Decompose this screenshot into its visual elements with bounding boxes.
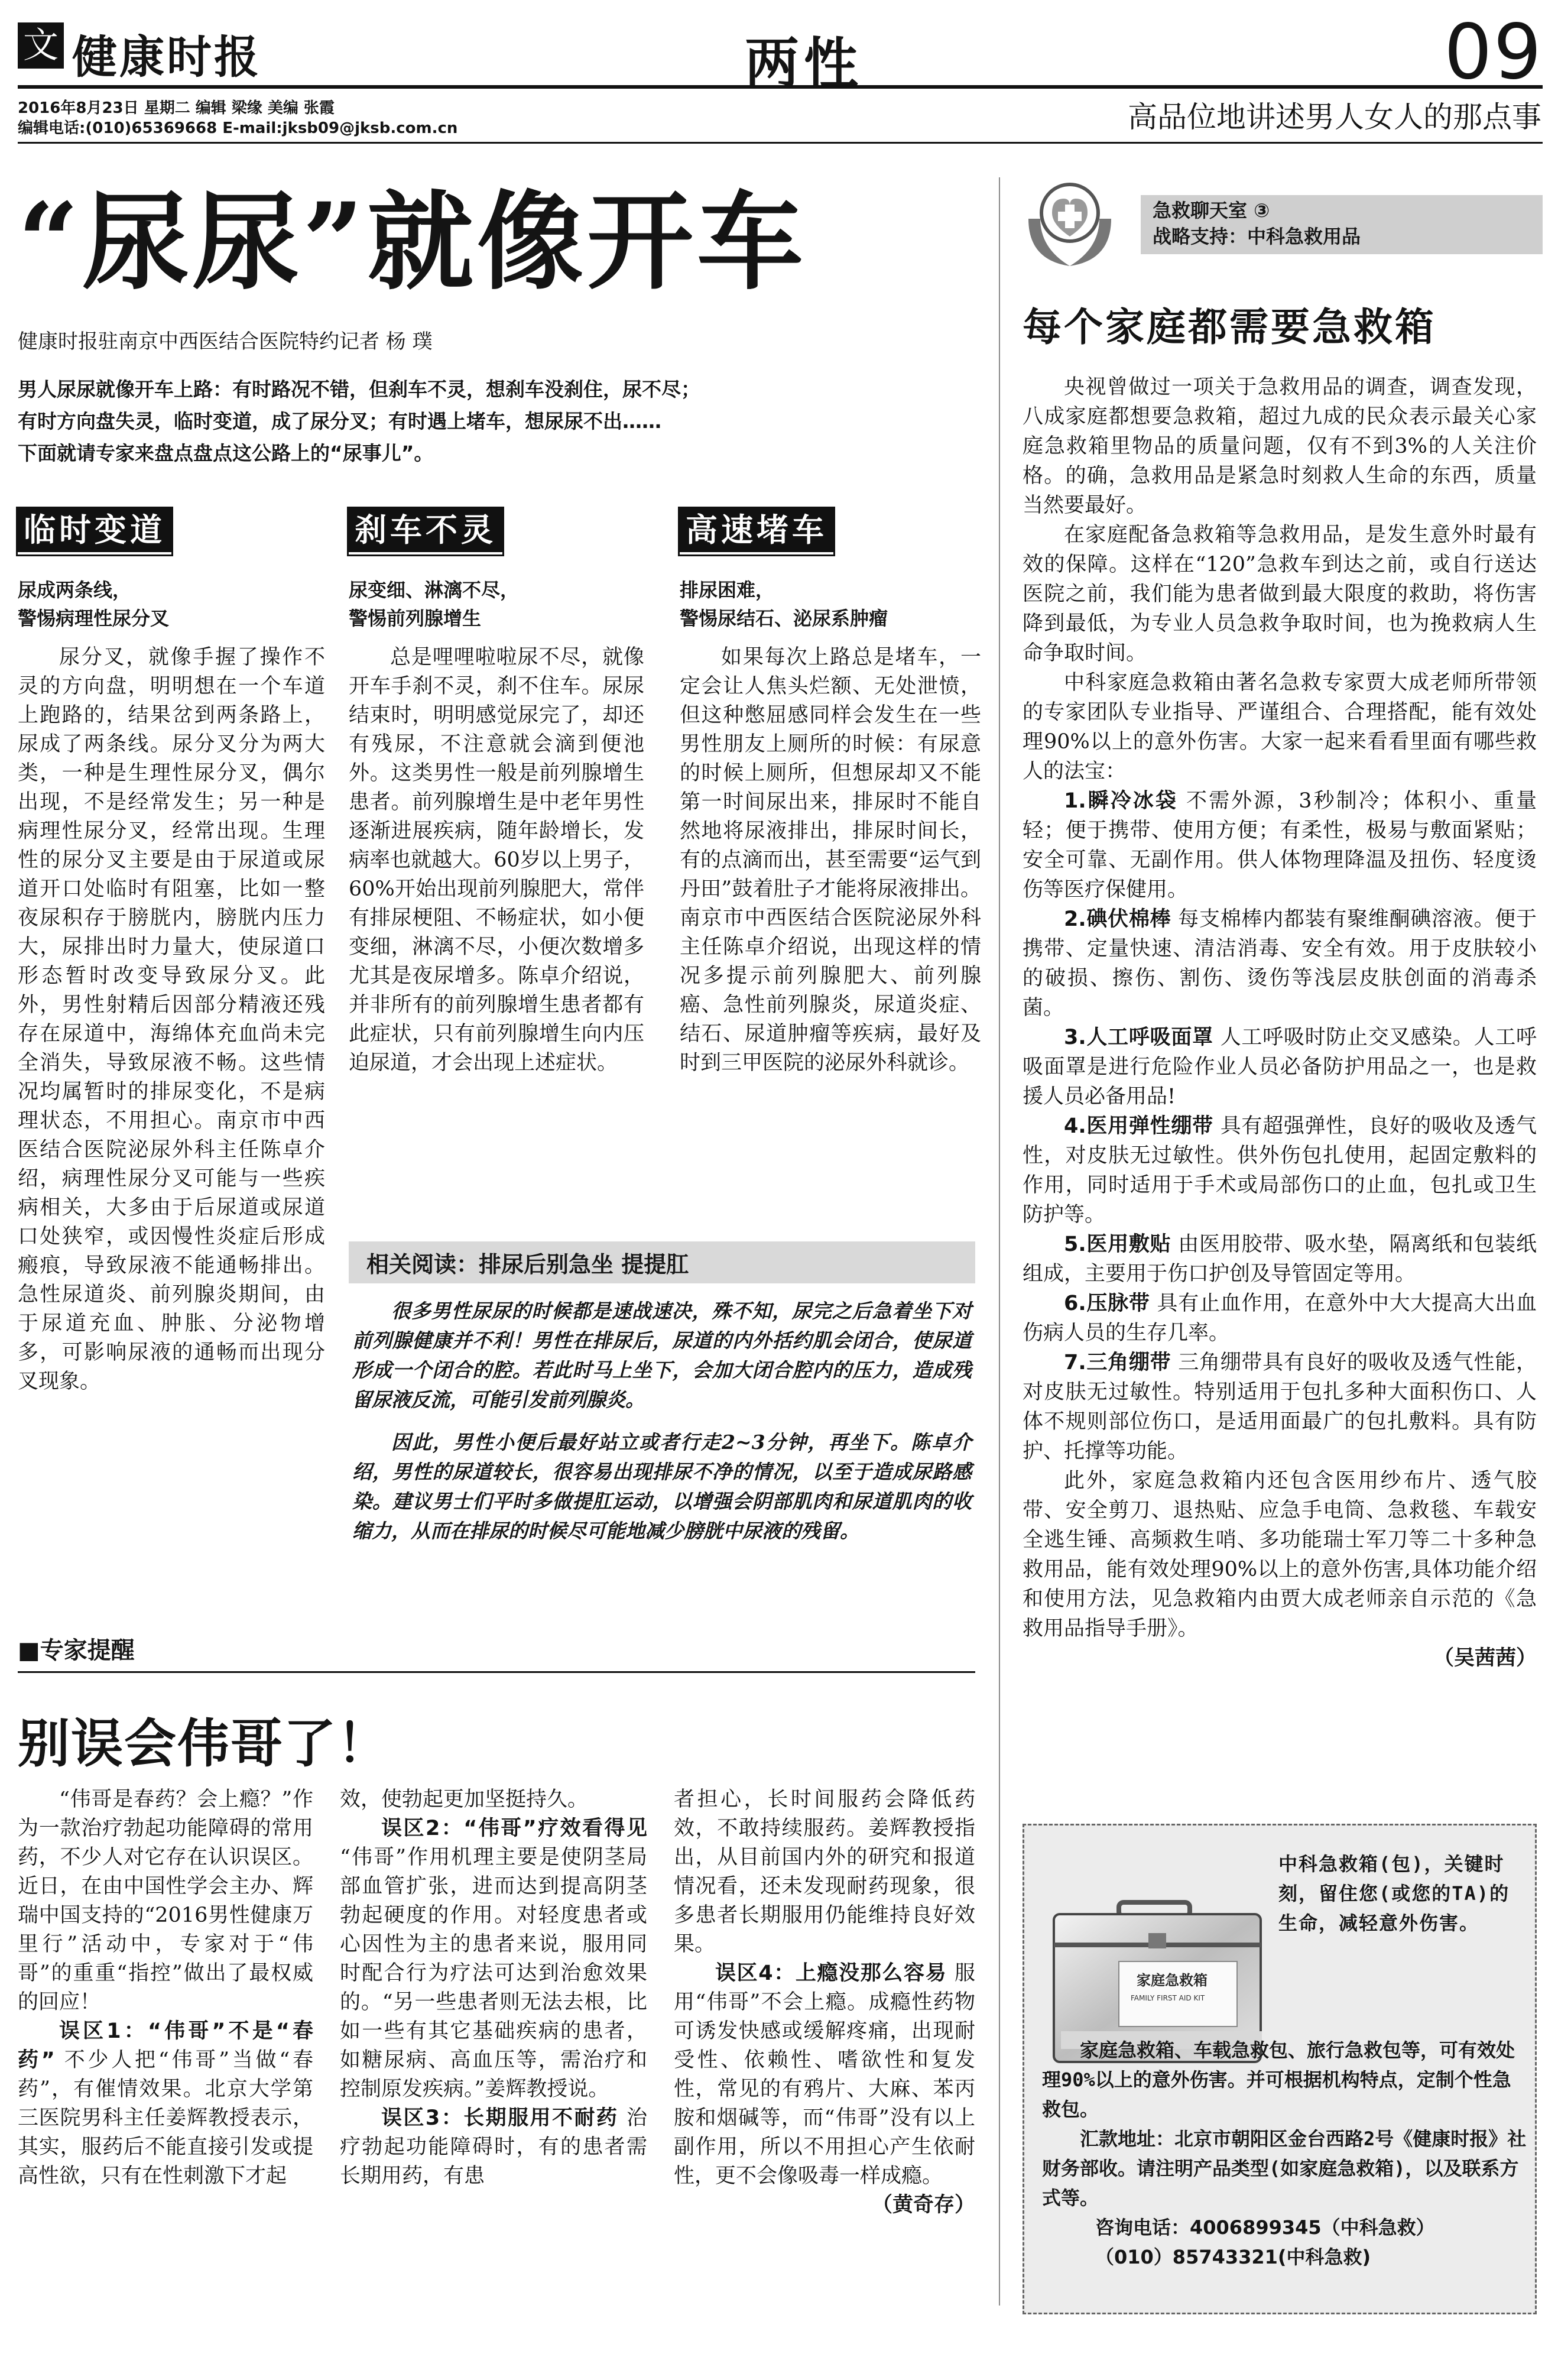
kit-item-desc: 不需外源，3秒制冷；体积小、重量轻；便于携带、使用方便；有柔性，极易与敷面紧贴；安全可靠、无副作用。供人体物理降温及扭伤、轻度烫伤等医疗保健用。 bbox=[1023, 789, 1537, 902]
first-aid-paragraph: 此外，家庭急救箱内还包含医用纱布片、透气胶带、安全剪刀、退热贴、应急手电筒、急救毯、车载安全逃生锤、高频救生哨、多功能瑞士军刀等二十多种急救用品，能有效处理90%以上的意外伤害,具体功能介绍和使用方法，见急救箱内由贾大成老师亲自示范的《急救用品指导手册》。 bbox=[1023, 1469, 1537, 1640]
section-body: 如果每次上路总是堵车，一定会让人焦头烂额、无处泄愤，但这种憋屈感同样会发生在一些男性朋友上厕所的时候：有尿意的时候上厕所，但想尿却又不能第一时间尿出来，排尿时不能自然地将尿液排出，排尿时间长，有的点滴而出，甚至需要“运气到丹田”鼓着肚子才能将尿液排出。南京市中西医结合医院泌尿外科主任陈卓介绍说，出现这样的情况多提示前列腺肥大、前列腺癌、急性前列腺炎，尿道炎症、结石、尿道肿瘤等疾病，最好及时到三甲医院的泌尿外科就诊。 bbox=[680, 646, 981, 1075]
related-reading-paragraph: 很多男性尿尿的时候都是速战速决，殊不知，尿完之后急着坐下对前列腺健康并不利！男性在排尿后，尿道的内外括约肌会闭合，使尿道形成一个闭合的腔。若此时马上坐下，会加大闭合腔内的压力，造成残留尿液反流，可能引发前列腺炎。 bbox=[352, 1299, 972, 1411]
article-column-brake-failure bbox=[349, 508, 644, 1078]
kit-item bbox=[1023, 1230, 1537, 1289]
article-headline: “尿尿”就像开车 bbox=[18, 180, 807, 304]
editor-contact-line: 编辑电话:(010)65369668 E-mail:jksb09@jksb.com.cn bbox=[18, 119, 458, 137]
article-column-lane-change bbox=[18, 508, 325, 1396]
ad-hotline: 咨询电话：4006899345（中科急救） bbox=[1095, 2216, 1435, 2239]
kit-item-name: 2.碘伏棉棒 bbox=[1064, 907, 1171, 931]
kit-item bbox=[1023, 1348, 1537, 1466]
subhead-line: 尿成两条线， bbox=[18, 579, 132, 601]
expert-column bbox=[674, 1785, 975, 2220]
kit-item bbox=[1023, 1023, 1537, 1111]
section-tag: 高速堵车 bbox=[680, 508, 833, 555]
expert-article-headline: 别误会伟哥了！ bbox=[18, 1713, 391, 1774]
section-tag: 临时变道 bbox=[18, 508, 171, 555]
article-lead bbox=[18, 374, 975, 469]
kit-label-en: FAMILY FIRST AID KIT bbox=[1131, 1994, 1205, 2002]
first-aid-headline: 每个家庭都需要急救箱 bbox=[1023, 304, 1436, 350]
subhead-line: 警惕尿结石、泌尿系肿瘤 bbox=[680, 607, 888, 630]
column-sponsor: 战略支持：中科急救用品 bbox=[1153, 225, 1361, 248]
first-aid-kit-advertisement bbox=[1023, 1824, 1537, 2314]
kit-item-desc: 具有止血作用，在意外中大大提高大出血伤病人员的生存几率。 bbox=[1023, 1292, 1537, 1345]
subhead-line: 排尿困难， bbox=[680, 579, 775, 601]
expert-column bbox=[340, 1785, 647, 2191]
first-aid-paragraph: 中科家庭急救箱由著名急救专家贾大成老师所带领的专家团队专业指导、严谨组合、合理搭配，能有效处理90%以上的意外伤害。大家一起来看看里面有哪些救人的法宝： bbox=[1023, 671, 1537, 783]
kit-item-desc: 人工呼吸时防止交叉感染。人工呼吸面罩是进行危险作业人员必备防护用品之一，也是救援人员必备用品! bbox=[1023, 1026, 1537, 1108]
related-reading-box bbox=[349, 1241, 975, 1546]
lead-line: 有时方向盘失灵，临时变道，成了尿分叉；有时遇上堵车，想尿尿不出…… bbox=[18, 410, 661, 433]
section-subhead bbox=[18, 576, 325, 633]
expert-paragraph: “伟哥是春药？会上瘾？”作为一款治疗勃起功能障碍的常用药，不少人对它存在认识误区。近日，在由中国性学会主办、辉瑞中国支持的“2016男性健康万里行”活动中，专家对于“伟哥”的重重“指控”做出了最权威的回应！ bbox=[18, 1788, 313, 2014]
lead-line: 下面就请专家来盘点盘点这公路上的“尿事儿”。 bbox=[18, 442, 434, 465]
kit-item-desc: 三角绷带具有良好的吸收及透气性能，对皮肤无过敏性。特别适用于包扎多种大面积伤口、人体不规则部位伤口，是适用面最广的包扎敷料。具有防护、托撑等功能。 bbox=[1023, 1351, 1537, 1463]
caring-hands-cross-icon bbox=[1017, 177, 1123, 272]
expert-column bbox=[18, 1785, 313, 2191]
masthead bbox=[18, 8, 1543, 96]
kit-item-name: 5.医用敷贴 bbox=[1064, 1233, 1171, 1256]
header-divider bbox=[18, 142, 1543, 144]
expert-paragraph bbox=[18, 2017, 313, 2191]
kit-item-name: 1.瞬冷冰袋 bbox=[1064, 789, 1178, 813]
author-name: （黄奇存） bbox=[871, 2193, 975, 2217]
section-subhead bbox=[349, 576, 644, 633]
misconception-title: 误区4：上瘾没那么容易 bbox=[715, 1961, 947, 1985]
misconception-title: 误区2：“伟哥”疗效看得见 bbox=[381, 1817, 647, 1840]
misconception-text: 服用“伟哥”不会上瘾。成瘾性药物可诱发快感或缓解疼痛，出现耐受性、依赖性、嗜欲性和复发性，常见的有鸦片、大麻、苯丙胺和烟碱等，而“伟哥”没有以上副作用，所以不用担心产生依耐性，更不会像吸毒一样成瘾。 bbox=[674, 1961, 975, 2188]
author-signature bbox=[1023, 1643, 1537, 1673]
ad-details bbox=[1042, 2035, 1527, 2272]
expert-paragraph: 效，使勃起更加坚挺持久。 bbox=[340, 1788, 589, 1811]
first-aid-article-body bbox=[1023, 372, 1537, 1673]
expert-paragraph bbox=[340, 1814, 647, 2104]
column-series-name: 急救聊天室 ③ bbox=[1153, 199, 1270, 222]
expert-paragraph bbox=[674, 1959, 975, 2191]
lead-line: 男人尿尿就像开车上路：有时路况不错，但刹车不灵，想刹车没刹住，尿不尽； bbox=[18, 378, 700, 401]
newspaper-name: 健康时报 bbox=[72, 31, 261, 83]
page-number: 09 bbox=[1444, 8, 1543, 96]
misconception-title: 误区3：长期服用不耐药 bbox=[381, 2106, 619, 2130]
author-name: （吴茜茜） bbox=[1433, 1646, 1537, 1670]
kit-item-name: 7.三角绷带 bbox=[1064, 1351, 1171, 1374]
ad-remittance-address: 汇款地址：北京市朝阳区金台西路2号《健康时报》社财务部收。请注明产品类型(如家庭急救箱)，以及联系方式等。 bbox=[1042, 2128, 1527, 2209]
kit-item bbox=[1023, 904, 1537, 1023]
ad-hotline: （010）85743321(中科急救) bbox=[1095, 2246, 1371, 2268]
newspaper-logo: 文 bbox=[18, 22, 64, 69]
expert-reminder-label: ■专家提醒 bbox=[18, 1632, 975, 1673]
subhead-line: 警惕病理性尿分叉 bbox=[18, 607, 170, 630]
misconception-title: 误区1：“伟哥”不是“春药” bbox=[18, 2019, 313, 2072]
author-signature bbox=[674, 2191, 975, 2220]
date-editor-line: 2016年8月23日 星期二 编辑 梁缘 美编 张霞 bbox=[18, 99, 335, 117]
misconception-text: 不少人把“伟哥”当做“春药”，有催情效果。北京大学第三医院男科主任姜辉教授表示，其实，服药后不能直接引发或提高性欲，只有在性刺激下才起 bbox=[18, 2048, 313, 2188]
related-reading-header: 相关阅读：排尿后别急坐 提提肛 bbox=[349, 1241, 975, 1283]
subhead-line: 警惕前列腺增生 bbox=[349, 607, 482, 630]
first-aid-banner bbox=[1017, 177, 1543, 272]
kit-item-desc: 具有超强弹性，良好的吸收及透气性，对皮肤无过敏性。供外伤包扎使用，起固定敷料的作用，同时适用于手术或局部伤口的止血，包扎或卫生防护等。 bbox=[1023, 1114, 1537, 1227]
ad-products: 家庭急救箱、车载急救包、旅行急救包等，可有效处理90%以上的意外伤害。并可根据机构特点，定制个性急救包。 bbox=[1042, 2039, 1515, 2120]
expert-paragraph: 者担心，长时间服药会降低药效，不敢持续服药。姜辉教授指出，从目前国内外的研究和报道情况看，还未发现耐药现象，很多患者长期服用仍能维持良好效果。 bbox=[674, 1788, 975, 1956]
kit-item-name: 6.压脉带 bbox=[1064, 1292, 1150, 1315]
section-slogan: 高品位地讲述男人女人的那点事 bbox=[1128, 100, 1541, 134]
kit-item-desc: 每支棉棒内都装有聚维酮碘溶液。便于携带、定量快速、清洁消毒、安全有效。用于皮肤较小的破损、擦伤、割伤、烫伤等浅层皮肤创面的消毒杀菌。 bbox=[1023, 907, 1537, 1020]
kit-item-desc: 由医用胶带、吸水垫，隔离纸和包装纸组成，主要用于伤口护创及导管固定等用。 bbox=[1023, 1233, 1537, 1286]
section-title: 两性 bbox=[745, 32, 864, 95]
article-column-traffic-jam bbox=[680, 508, 981, 1078]
section-body: 总是哩哩啦啦尿不尽，就像开车手刹不灵，刹不住车。尿尿结束时，明明感觉尿完了，却还有残尿，不注意就会滴到便池外。这类男性一般是前列腺增生患者。前列腺增生是中老年男性逐渐进展疾病，随年龄增长，发病率也就越大。60岁以上男子，60%开始出现前列腺肥大，常伴有排尿梗阻、不畅症状，如小便变细，淋漓不尽，小便次数增多尤其是夜尿增多。陈卓介绍说，并非所有的前列腺增生患者都有此症状，只有前列腺增生向内压迫尿道，才会出现上述症状。 bbox=[349, 646, 644, 1075]
kit-item bbox=[1023, 1289, 1537, 1348]
expert-paragraph bbox=[340, 2104, 647, 2191]
first-aid-column-label bbox=[1141, 195, 1543, 254]
subhead-line: 尿变细、淋漓不尽， bbox=[349, 579, 520, 601]
article-byline: 健康时报驻南京中西医结合医院特约记者 杨 璞 bbox=[18, 330, 433, 354]
kit-item-name: 3.人工呼吸面罩 bbox=[1064, 1026, 1213, 1049]
misconception-text: 治疗勃起功能障碍时，有的患者需长期用药，有患 bbox=[340, 2106, 647, 2188]
first-aid-paragraph: 在家庭配备急救箱等急救用品，是发生意外时最有效的保障。这样在“120”急救车到达之前，或自行送达医院之前，我们能为患者做到最大限度的救助，将伤害降到最低，为专业人员急救争取时间，也为挽救病人生命争取时间。 bbox=[1023, 523, 1537, 665]
kit-label: 家庭急救箱 bbox=[1137, 1972, 1208, 1989]
related-reading-paragraph: 因此，男性小便后最好站立或者行走2~3分钟，再坐下。陈卓介绍，男性的尿道较长，很容易出现排尿不净的情况，以至于造成尿路感染。建议男士们平时多做提肛运动，以增强会阴部肌肉和尿道肌肉的收缩力，从而在排尿的时候尽可能地减少膀胱中尿液的残留。 bbox=[352, 1431, 972, 1542]
column-divider bbox=[999, 177, 1000, 2306]
misconception-text: “伟哥”作用机理主要是使阴茎局部血管扩张，进而达到提高阴茎勃起硬度的作用。对轻度患者或心因性为主的患者来说，服用同时配合行为疗法可达到治愈效果的。“另一些患者则无法去根，比如一些有其它基础疾病的患者，如糖尿病、高血压等，需治疗和控制原发疾病。”姜辉教授说。 bbox=[340, 1846, 647, 2101]
section-subhead bbox=[680, 576, 981, 633]
section-body: 尿分叉，就像手握了操作不灵的方向盘，明明想在一个车道上跑路的，结果岔到两条路上，尿成了两条线。尿分叉分为两大类，一种是生理性尿分叉，偶尔出现，不是经常发生；另一种是病理性尿分叉，经常出现。生理性的尿分叉主要是由于尿道或尿道开口处临时有阻塞，比如一整夜尿积存于膀胱内，膀胱内压力大，尿排出时力量大，使尿道口形态暂时改变导致尿分叉。此外，男性射精后因部分精液还残存在尿道中，海绵体充血尚未完全消失，导致尿液不畅。这些情况均属暂时的排尿变化，不是病理状态，不用担心。南京市中西医结合医院泌尿外科主任陈卓介绍，病理性尿分叉可能与一些疾病相关，大多由于后尿道或尿道口处狭窄，或因慢性炎症后形成瘢痕，导致尿液不能通畅排出。急性尿道炎、前列腺炎期间，由于尿道充血、肿胀、分泌物增多，可影响尿液的通畅而出现分叉现象。 bbox=[18, 646, 325, 1393]
kit-item bbox=[1023, 786, 1537, 904]
section-tag: 刹车不灵 bbox=[349, 508, 502, 555]
kit-item bbox=[1023, 1111, 1537, 1230]
kit-item-name: 4.医用弹性绷带 bbox=[1064, 1114, 1213, 1138]
ad-tagline: 中科急救箱(包)，关键时刻，留住您(或您的TA)的生命，减轻意外伤害。 bbox=[1278, 1853, 1510, 1934]
first-aid-paragraph: 央视曾做过一项关于急救用品的调查，调查发现，八成家庭都想要急救箱，超过九成的民众表示最关心家庭急救箱里物品的质量问题，仅有不到3%的人关注价格。的确，急救用品是紧急时刻救人生命的东西，质量当然要最好。 bbox=[1023, 375, 1537, 517]
